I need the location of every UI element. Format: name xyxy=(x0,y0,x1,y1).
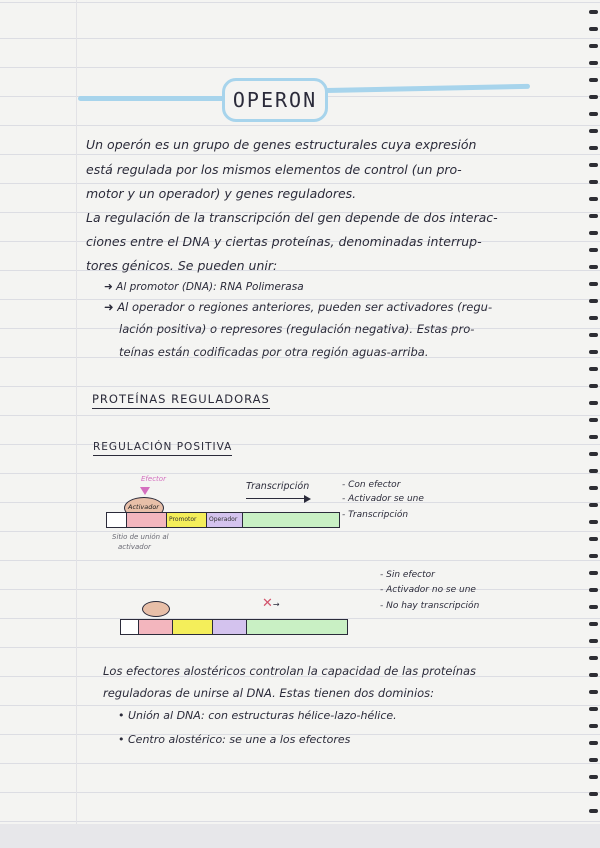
spiral-ring xyxy=(589,809,598,813)
margin-line xyxy=(76,0,77,848)
intro-line-2: está regulada por los mismos elementos de control (un pro- xyxy=(86,162,462,177)
arrow-bullet-1 xyxy=(104,281,304,293)
diagram1-note-3: - Transcripción xyxy=(342,510,409,520)
spiral-ring xyxy=(589,10,598,14)
spiral-ring xyxy=(589,214,598,218)
spiral-ring xyxy=(589,112,598,116)
intro-line-3: motor y un operador) y genes reguladores. xyxy=(86,186,357,201)
spiral-ring xyxy=(589,724,598,728)
spiral-ring xyxy=(589,537,598,541)
spiral-ring xyxy=(589,282,598,286)
spiral-ring xyxy=(589,435,598,439)
spiral-ring xyxy=(589,520,598,524)
spiral-ring xyxy=(589,452,598,456)
spiral-ring xyxy=(589,792,598,796)
gene-segment-activator-site xyxy=(139,620,173,634)
gene-segment-white xyxy=(121,620,139,634)
diagram2-note-2: - Activador no se une xyxy=(380,585,476,595)
subsection-heading: REGULACIÓN POSITIVA xyxy=(93,441,232,456)
spiral-ring xyxy=(589,622,598,626)
spiral-ring xyxy=(589,605,598,609)
spiral-ring xyxy=(589,707,598,711)
operator-label: Operador xyxy=(209,516,238,523)
spiral-ring xyxy=(589,129,598,133)
spiral-ring xyxy=(589,95,598,99)
spiral-ring xyxy=(589,44,598,48)
intro-line-6: tores génicos. Se pueden unir: xyxy=(86,258,278,273)
effector-label: Efector xyxy=(141,475,166,483)
page-bottom-edge xyxy=(0,824,600,848)
spiral-ring xyxy=(589,469,598,473)
site-label-line-1: Sitio de unión al xyxy=(112,533,169,541)
intro-line-5: ciones entre el DNA y ciertas proteínas, denominadas interrup- xyxy=(86,234,482,249)
spiral-binding xyxy=(586,0,600,848)
title-rule-left xyxy=(78,96,226,101)
gene-segment-white xyxy=(107,513,127,527)
effectors-bullet-1-text: Unión al DNA: con estructuras hélice-lazo-hélice. xyxy=(128,709,397,722)
spiral-ring xyxy=(589,367,598,371)
arrow-bullet-2-line-2: lación positiva) o represores (regulación negativa). Estas pro- xyxy=(119,322,475,336)
effectors-line-2: reguladoras de unirse al DNA. Estas tienen dos dominios: xyxy=(103,686,435,700)
gene-segment-operator xyxy=(213,620,247,634)
spiral-ring xyxy=(589,486,598,490)
spiral-ring xyxy=(589,265,598,269)
transcription-arrow-head-icon xyxy=(304,495,311,503)
site-label-line-2: activador xyxy=(118,543,151,551)
spiral-ring xyxy=(589,775,598,779)
effector-icon xyxy=(140,487,150,495)
spiral-ring xyxy=(589,554,598,558)
page-title: OPERON xyxy=(222,78,328,122)
spiral-ring xyxy=(589,384,598,388)
transcription-arrow-icon xyxy=(246,498,306,499)
spiral-ring xyxy=(589,146,598,150)
diagram1-note-1: - Con efector xyxy=(342,480,401,490)
arrow-bullet-1-text: Al promotor (DNA): RNA Polimerasa xyxy=(116,281,304,293)
diagram2-note-1: - Sin efector xyxy=(380,570,435,580)
intro-line-1: Un operón es un grupo de genes estructurales cuya expresión xyxy=(86,137,477,152)
spiral-ring xyxy=(589,333,598,337)
spiral-ring xyxy=(589,656,598,660)
blocked-transcription-icon: ✕→ xyxy=(262,596,280,611)
spiral-ring xyxy=(589,690,598,694)
title-rule-right xyxy=(318,84,530,93)
effectors-bullet-1 xyxy=(118,709,397,722)
spiral-ring xyxy=(589,231,598,235)
spiral-ring xyxy=(589,418,598,422)
diagram2-note-3: - No hay transcripción xyxy=(380,601,480,611)
gene-segment-promoter xyxy=(167,513,207,527)
diagram1-note-2: - Activador se une xyxy=(342,494,424,504)
spiral-ring xyxy=(589,350,598,354)
spiral-ring xyxy=(589,639,598,643)
spiral-ring xyxy=(589,163,598,167)
gene-bar-without-effector xyxy=(120,619,348,635)
arrow-bullet-2 xyxy=(104,300,492,314)
gene-segment-operator xyxy=(207,513,243,527)
section-heading: PROTEÍNAS REGULADORAS xyxy=(92,392,270,409)
arrow-bullet-icon: ➜ xyxy=(104,300,118,314)
arrow-bullet-2-line-1: Al operador o regiones anteriores, pueden ser activadores (regu- xyxy=(117,300,493,314)
arrow-bullet-2-line-3: teínas están codificadas por otra región aguas-arriba. xyxy=(119,345,429,359)
spiral-ring xyxy=(589,248,598,252)
spiral-ring xyxy=(589,197,598,201)
spiral-ring xyxy=(589,61,598,65)
gene-segment-activator-site xyxy=(127,513,167,527)
activator-protein-unbound xyxy=(142,601,170,617)
effectors-bullet-2 xyxy=(118,733,350,746)
spiral-ring xyxy=(589,78,598,82)
spiral-ring xyxy=(589,299,598,303)
gene-segment-promoter xyxy=(173,620,213,634)
spiral-ring xyxy=(589,503,598,507)
spiral-ring xyxy=(589,758,598,762)
promoter-label: Promotor xyxy=(169,516,197,523)
spiral-ring xyxy=(589,180,598,184)
gene-segment-structural xyxy=(243,513,339,527)
spiral-ring xyxy=(589,571,598,575)
spiral-ring xyxy=(589,27,598,31)
spiral-ring xyxy=(589,673,598,677)
spiral-ring xyxy=(589,316,598,320)
transcription-label: Transcripción xyxy=(246,481,310,492)
bullet-dot-icon: • xyxy=(118,733,128,746)
activator-label: Activador xyxy=(128,503,159,511)
spiral-ring xyxy=(589,588,598,592)
effectors-bullet-2-text: Centro alostérico: se une a los efectores xyxy=(128,733,351,746)
gene-bar-with-effector xyxy=(106,512,340,528)
intro-line-4: La regulación de la transcripción del gen depende de dos interac- xyxy=(86,210,498,225)
spiral-ring xyxy=(589,741,598,745)
gene-segment-structural xyxy=(247,620,347,634)
bullet-dot-icon: • xyxy=(118,709,128,722)
effectors-line-1: Los efectores alostéricos controlan la capacidad de las proteínas xyxy=(103,664,477,678)
spiral-ring xyxy=(589,401,598,405)
arrow-bullet-icon: ➜ xyxy=(104,281,117,293)
